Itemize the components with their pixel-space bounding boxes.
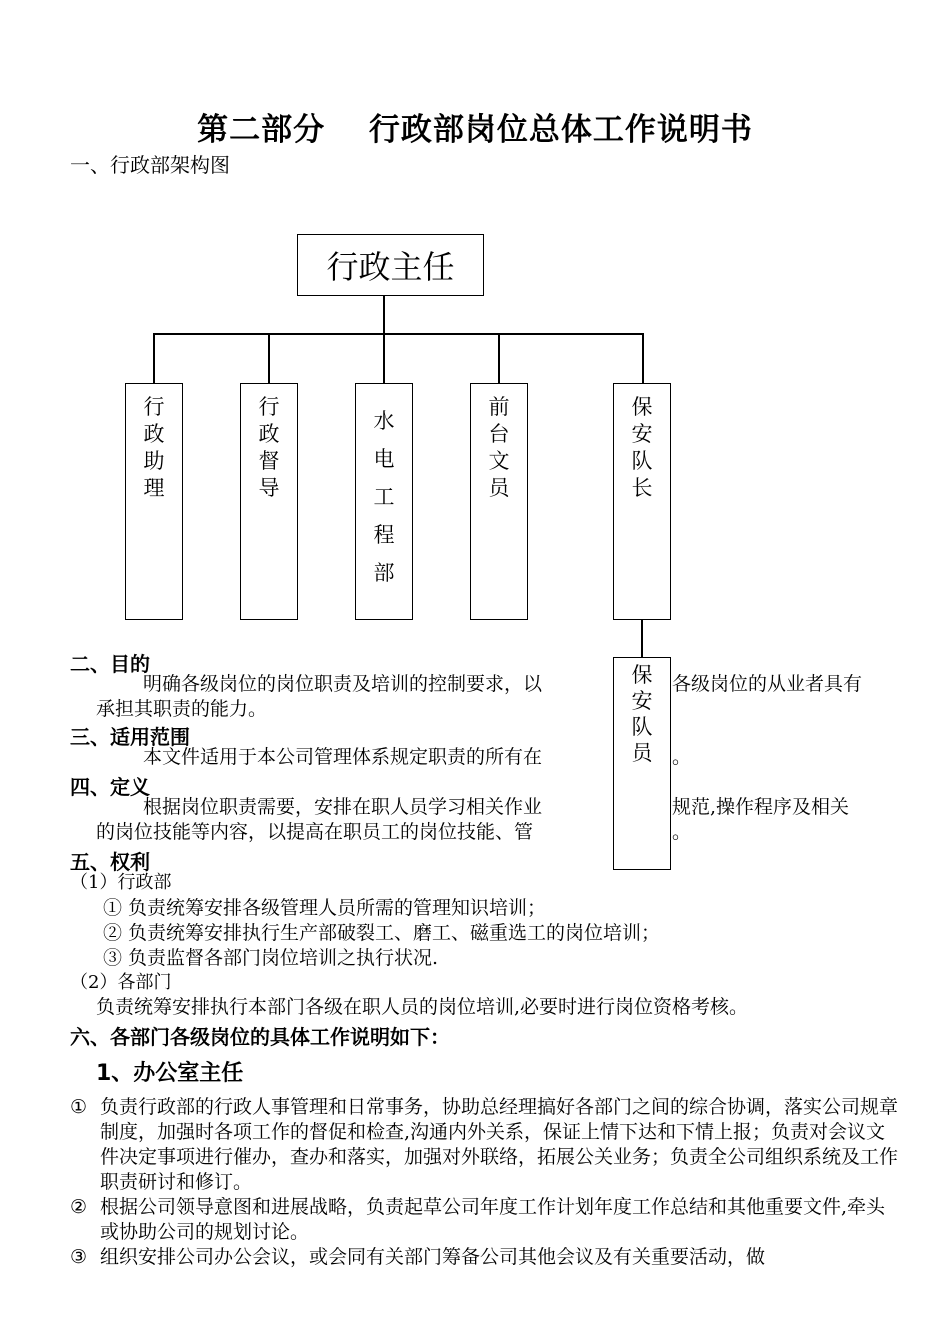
purpose-text-line1b: 各级岗位的从业者具有 xyxy=(672,673,863,695)
rights-item-2: ② 负责统筹安排执行生产部破裂工、磨工、磁重选工的岗位培训； xyxy=(103,922,661,944)
org-child-box-admin-assistant: 行 政 助 理 xyxy=(125,383,183,620)
org-root-label: 行政主任 xyxy=(326,248,455,286)
definition-text-line2a: 的岗位技能等内容，以提高在职员工的岗位技能、管 xyxy=(96,821,534,843)
scope-heading: 三、适用范围 xyxy=(70,725,190,749)
rights-sub2: （2）各部门 xyxy=(70,972,172,993)
org-connector-bus xyxy=(153,333,643,335)
definition-heading: 四、定义 xyxy=(70,775,150,799)
org-child-box-utilities-engineering: 水 电 工 程 部 xyxy=(355,383,413,620)
org-child-box-admin-supervisor: 行 政 督 导 xyxy=(240,383,298,620)
rights-sub1: （1）行政部 xyxy=(70,872,172,893)
org-root-box xyxy=(297,234,484,296)
org-connector-drop xyxy=(642,333,644,383)
purpose-heading: 二、目的 xyxy=(70,652,150,676)
rights-item-1: ① 负责统筹安排各级管理人员所需的管理知识培训； xyxy=(103,897,547,919)
org-child-box-front-desk: 前 台 文 员 xyxy=(470,383,528,620)
scope-text-a: 本文件适用于本公司管理体系规定职责的所有在 xyxy=(143,746,543,768)
rights-sub2-text: 负责统筹安排执行本部门各级在职人员的岗位培训,必要时进行岗位资格考核。 xyxy=(96,996,749,1018)
org-connector-sub xyxy=(641,620,643,657)
rights-item-3: ③ 负责监督各部门岗位培训之执行状况. xyxy=(103,947,439,969)
definition-text-line1b: 规范,操作程序及相关 xyxy=(672,796,850,818)
org-connector-drop xyxy=(153,333,155,383)
org-chart-heading: 一、行政部架构图 xyxy=(70,153,230,177)
office-director-heading: 1、办公室主任 xyxy=(96,1061,244,1086)
org-child-box-security-captain: 保 安 队 长 xyxy=(613,383,671,620)
purpose-text-line1a: 明确各级岗位的岗位职责及培训的控制要求，以 xyxy=(143,673,543,695)
org-connector-trunk xyxy=(383,296,385,384)
rights-heading: 五、权利 xyxy=(70,850,150,874)
scope-text-b: 。 xyxy=(672,746,692,768)
org-connector-drop xyxy=(268,333,270,383)
org-sub-child-box-security-guard: 保 安 队 员 xyxy=(613,657,671,870)
purpose-text-line2: 承担其职责的能力。 xyxy=(96,698,268,720)
definition-text-line1a: 根据岗位职责需要，安排在职人员学习相关作业 xyxy=(143,796,543,818)
org-connector-drop xyxy=(498,333,500,383)
page-title: 第二部分 行政部岗位总体工作说明书 xyxy=(197,112,753,148)
definition-text-line2b: 。 xyxy=(672,821,692,843)
details-heading: 六、各部门各级岗位的具体工作说明如下： xyxy=(70,1025,450,1049)
